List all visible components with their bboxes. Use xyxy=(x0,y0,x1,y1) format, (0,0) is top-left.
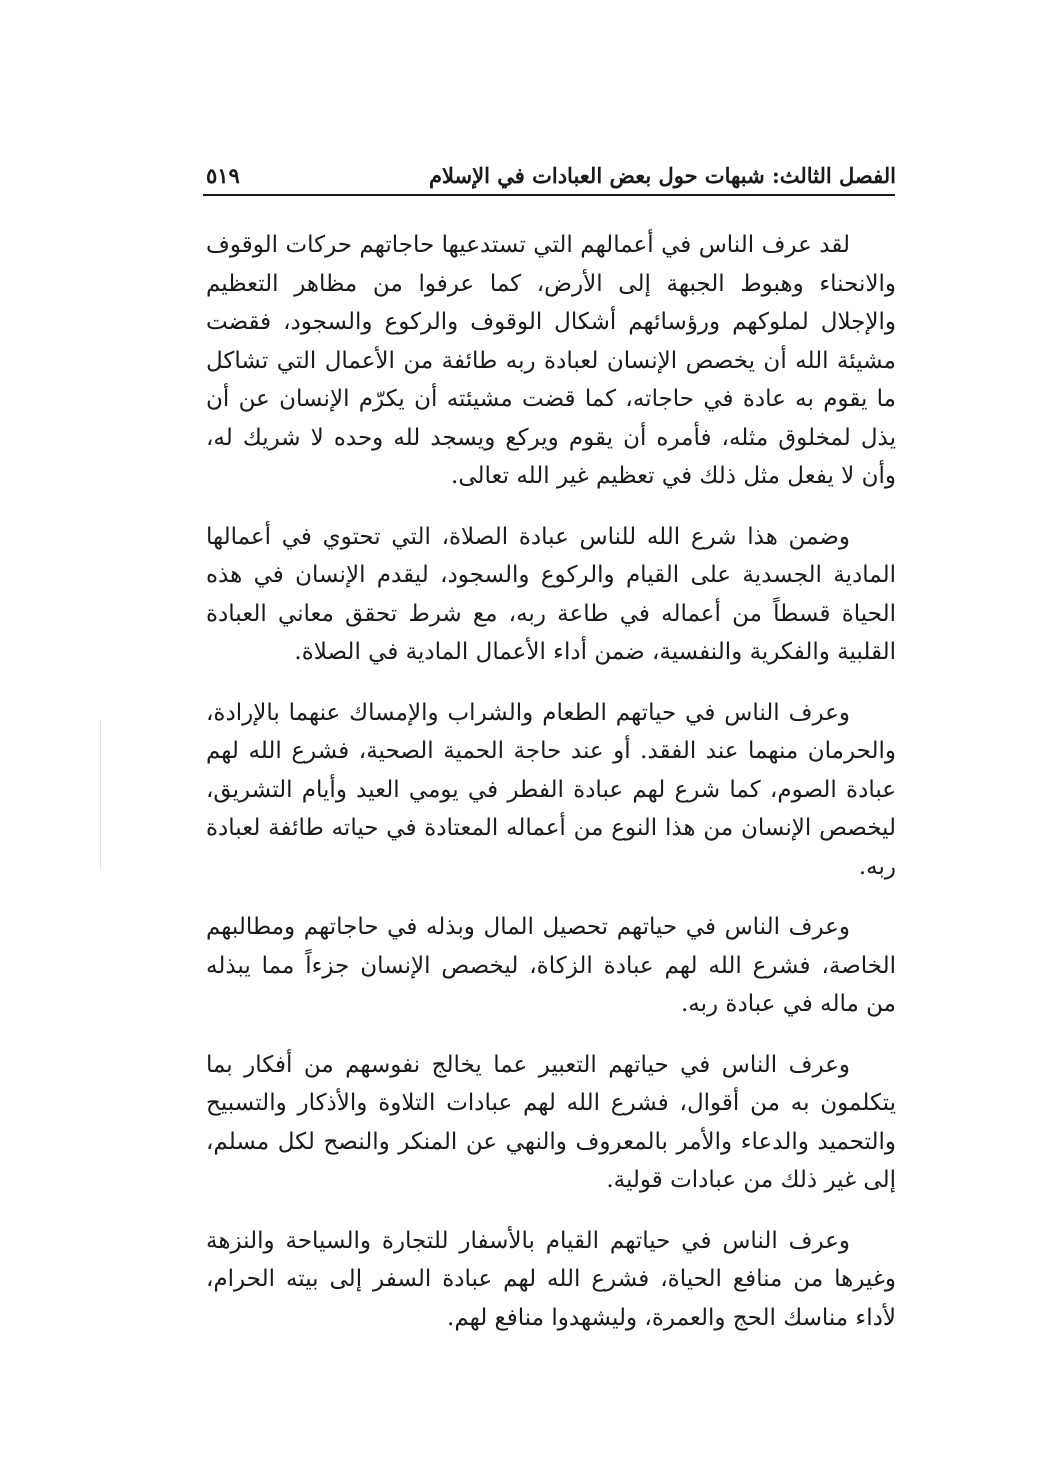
paragraph-4: وعرف الناس في حياتهم تحصيل المال وبذله في حاجاتهم ومطالبهم الخاصة، فشرع الله لهم عبادة الزكاة، ليخصص الإنسان جزءاً مما يبذله من ماله في عبادة ربه. xyxy=(206,914,896,1017)
chapter-title: الفصل الثالث: شبهات حول بعض العبادات في الإسلام xyxy=(429,162,896,188)
body-text xyxy=(206,226,896,1359)
margin-mark xyxy=(100,720,102,870)
paragraph-3: وعرف الناس في حياتهم الطعام والشراب والإمساك عنهما بالإرادة، والحرمان منهما عند الفقد. أو عند حاجة الحمية الصحية، فشرع الله لهم عبادة الصوم، كما شرع لهم عبادة الفطر في يومي العيد وأيام التشريق، ليخصص الإنسان من هذا النوع من أعماله المعتادة في حياته طائفة لعبادة ربه. xyxy=(206,699,896,880)
paragraph-2: وضمن هذا شرع الله للناس عبادة الصلاة، التي تحتوي في أعمالها المادية الجسدية على القيام والركوع والسجود، ليقدم الإنسان في هذه الحياة قسطاً من أعماله في طاعة ربه، مع شرط تحقق معاني العبادة القلبية والفكرية والنفسية، ضمن أداء الأعمال المادية في الصلاة. xyxy=(206,523,896,665)
page-number: ٥١٩ xyxy=(206,162,240,188)
paragraph-1: لقد عرف الناس في أعمالهم التي تستدعيها حاجاتهم حركات الوقوف والانحناء وهبوط الجبهة إلى الأرض، كما عرفوا من مظاهر التعظيم والإجلال لملوكهم ورؤسائهم أشكال الوقوف والركوع والسجود، فقضت مشيئة الله أن يخصص الإنسان لعبادة ربه طائفة من الأعمال التي تشاكل ما يقوم به عادة في حاجاته، كما قضت مشيئته أن يكرّم الإنسان عن أن يذل لمخلوق مثله، فأمره أن يقوم ويركع ويسجد لله وحده لا شريك له، وأن لا يفعل مثل ذلك في تعظيم غير الله تعالى. xyxy=(206,232,896,489)
header-rule xyxy=(203,194,895,196)
paragraph-6: وعرف الناس في حياتهم القيام بالأسفار للتجارة والسياحة والنزهة وغيرها من منافع الحياة، فشرع الله لهم عبادة السفر إلى بيته الحرام، لأداء مناسك الحج والعمرة، وليشهدوا منافع لهم. xyxy=(206,1227,896,1331)
running-header xyxy=(206,158,896,192)
paragraph-5: وعرف الناس في حياتهم التعبير عما يخالج نفوسهم من أفكار بما يتكلمون به من أقوال، فشرع الله لهم عبادات التلاوة والأذكار والتسبيح والتحميد والدعاء والأمر بالمعروف والنهي عن المنكر والنصح لكل مسلم، إلى غير ذلك من عبادات قولية. xyxy=(206,1051,896,1193)
